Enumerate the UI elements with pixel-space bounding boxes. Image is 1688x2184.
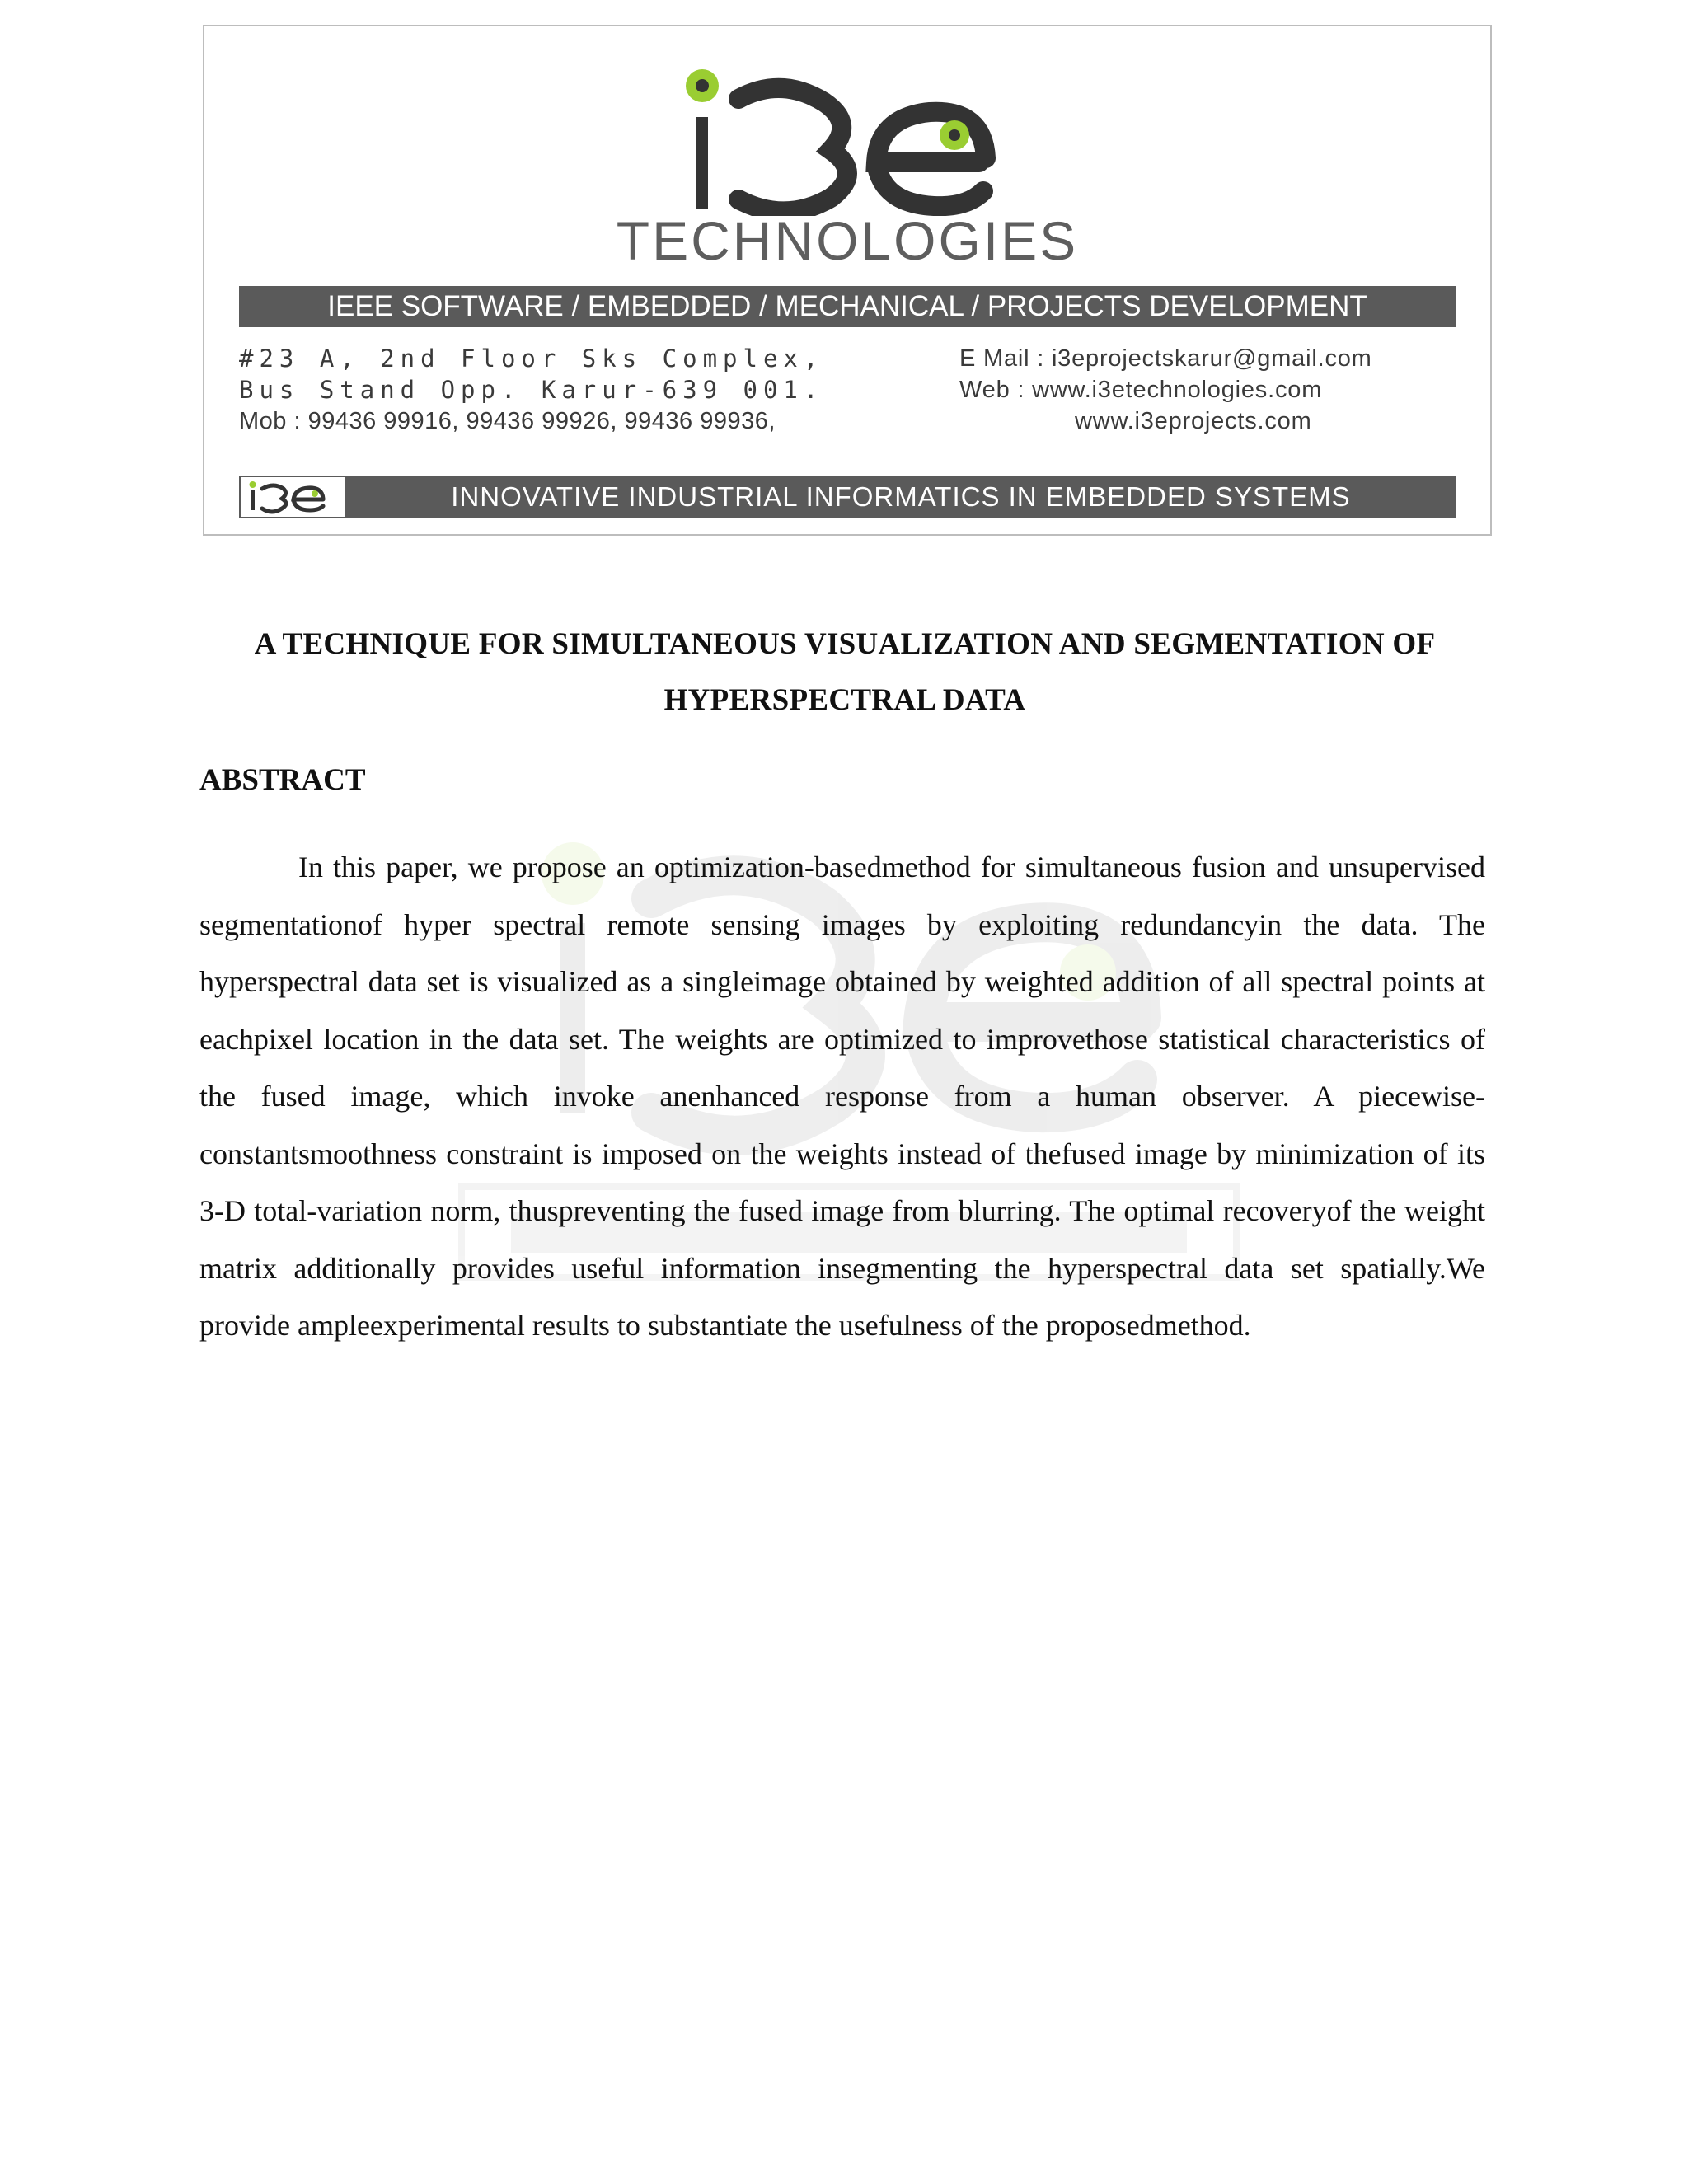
address-block [239, 343, 823, 437]
letterhead-banner [203, 25, 1492, 536]
address-line-2: Bus Stand Opp. Karur-639 001. [239, 376, 824, 404]
tagline-bar: IEEE SOFTWARE / EMBEDDED / MECHANICAL / PROJECTS DEVELOPMENT [239, 286, 1456, 327]
address-line-1: #23 A, 2nd Floor Sks Complex, [239, 344, 824, 373]
abstract-body: In this paper, we propose an optimization-basedmethod for simultaneous fusion and unsupervised segmentationof hyper spectral remote sensing images by exploiting redundancyin the data. The hyperspectral data set is visualized as a singleimage obtained by weighted addition of all spectral points at eachpixel location in the data set. The weights are optimized to improvethose statistical characteristics of the fused image, which invoke anenhanced response from a human observer. A piecewise-constantsmoothness constraint is imposed on the weights instead of thefused image by minimization of its 3-D total-variation norm, thuspreventing the fused image from blurring. The optimal recoveryof the weight matrix additionally provides useful information insegmenting the hyperspectral data set spatially.We provide ampleexperimental results to substantiate the usefulness of the proposedmethod. [199, 851, 1485, 1342]
web-line-1: Web : www.i3etechnologies.com [959, 377, 1323, 403]
footer-tagline: INNOVATIVE INDUSTRIAL INFORMATICS IN EMBEDDED SYSTEMS [451, 481, 1351, 512]
abstract-heading: ABSTRACT [199, 763, 366, 797]
contact-block [959, 343, 1372, 437]
mobile-numbers: Mob : 99436 99916, 99436 99926, 99436 99936, [239, 408, 776, 434]
title-line-2: HYPERSPECTRAL DATA [663, 683, 1026, 717]
title-line-1: A TECHNIQUE FOR SIMULTANEOUS VISUALIZATION AND SEGMENTATION OF [254, 627, 1436, 661]
email-line: E Mail : i3eprojectskarur@gmail.com [959, 345, 1372, 372]
paper-title [198, 616, 1492, 729]
mini-logo-icon [239, 476, 346, 518]
footer-tagline-bar [239, 476, 1456, 518]
company-name: TECHNOLOGIES [616, 210, 1079, 271]
web-line-2: www.i3eprojects.com [1075, 408, 1312, 434]
